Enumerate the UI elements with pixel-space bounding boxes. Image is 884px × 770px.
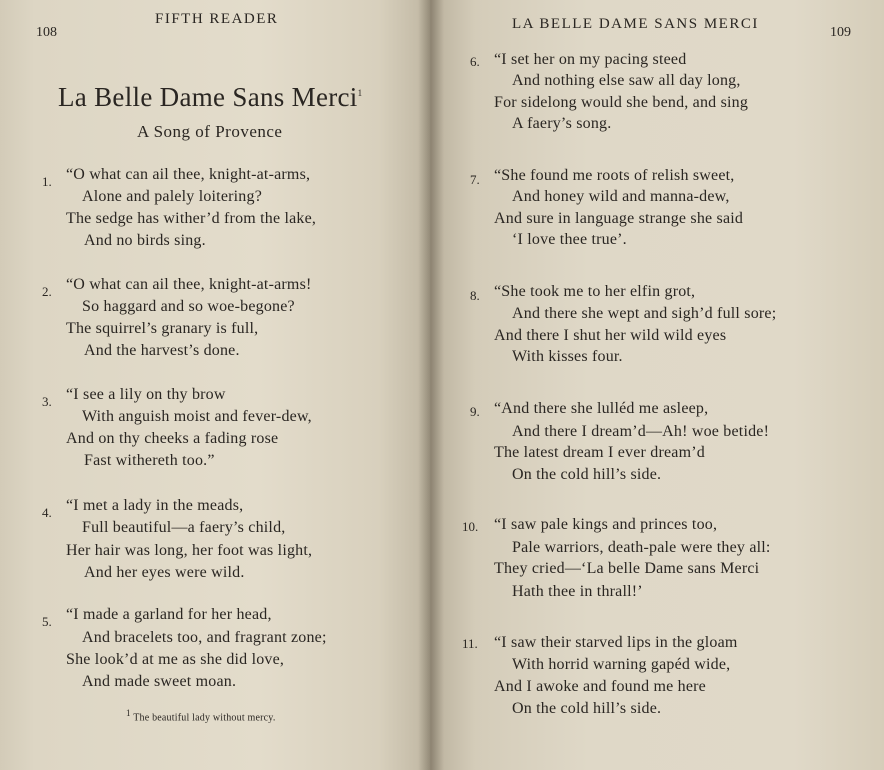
stanza-line: And honey wild and manna-dew, [512,188,730,205]
stanza-line: Full beautiful—a faery’s child, [82,519,286,536]
stanza-line: Pale warriors, death-pale were they all: [512,539,771,556]
poem-title [58,82,362,113]
stanza-line: Alone and palely loitering? [82,188,263,205]
left-running-head: FIFTH READER [155,11,279,27]
stanza-line: Her hair was long, her foot was light, [66,542,313,559]
stanza-line: “I saw pale kings and princes too, [494,516,718,533]
footnote-text: The beautiful lady without mercy. [133,712,276,724]
footnote [126,708,276,723]
stanza-line: And sure in language strange she said [494,210,744,227]
left-page-number: 108 [36,25,57,40]
stanza-line: On the cold hill’s side. [512,466,662,483]
stanza-line: The sedge has wither’d from the lake, [66,210,317,227]
stanza-line: And made sweet moan. [82,673,237,690]
stanza-number: 2. [42,284,52,299]
stanza-line: And there I dream’d—Ah! woe betide! [512,423,770,440]
stanza-line: “She found me roots of relish sweet, [494,167,735,184]
right-page-number: 109 [830,25,851,40]
stanza-number: 5. [42,614,52,629]
stanza-line: “I see a lily on thy brow [66,386,226,403]
stanza-line: “And there she lulléd me asleep, [494,400,709,417]
stanza-line: “O what can ail thee, knight-at-arms! [66,276,312,293]
stanza-line: “I set her on my pacing steed [494,51,687,68]
stanza-line: With kisses four. [512,348,623,365]
stanza-line: And on thy cheeks a fading rose [66,430,279,447]
stanza-line: And the harvest’s done. [84,342,240,359]
left-page [0,0,430,770]
stanza-number: 4. [42,505,52,520]
stanza-line: And I awoke and found me here [494,678,706,695]
stanza-number: 7. [470,172,480,187]
stanza-line: On the cold hill’s side. [512,700,662,717]
stanza-number: 9. [470,404,480,419]
stanza-line: “O what can ail thee, knight-at-arms, [66,166,311,183]
poem-subtitle: A Song of Provence [137,122,283,141]
stanza-number: 3. [42,394,52,409]
stanza-line: “She took me to her elfin grot, [494,283,696,300]
stanza-line: They cried—‘La belle Dame sans Merci [494,560,760,577]
stanza-line: “I met a lady in the meads, [66,497,244,514]
stanza-line: Hath thee in thrall!’ [512,583,643,600]
stanza-line: With anguish moist and fever-dew, [82,408,312,425]
title-footnote-mark: 1 [357,88,363,98]
stanza-line: And bracelets too, and fragrant zone; [82,629,327,646]
stanza-number: 1. [42,174,52,189]
footnote-mark: 1 [126,708,131,718]
stanza-line: So haggard and so woe-begone? [82,298,295,315]
poem-title-text: La Belle Dame Sans Merci [58,82,358,112]
book-gutter [418,0,444,770]
stanza-line: And her eyes were wild. [84,564,245,581]
stanza-line: A faery’s song. [512,115,612,132]
stanza-line: Fast withereth too.” [84,452,215,469]
stanza-line: With horrid warning gapéd wide, [512,656,731,673]
stanza-line: And there I shut her wild wild eyes [494,327,727,344]
right-page [430,0,884,770]
stanza-line: The squirrel’s granary is full, [66,320,259,337]
stanza-line: And there she wept and sigh’d full sore; [512,305,777,322]
right-running-head: LA BELLE DAME SANS MERCI [512,16,759,32]
stanza-line: ‘I love thee true’. [512,231,627,248]
stanza-line: And nothing else saw all day long, [512,72,741,89]
stanza-line: And no birds sing. [84,232,206,249]
stanza-number: 8. [470,288,480,303]
stanza-number: 6. [470,54,480,69]
stanza-number: 10. [462,519,479,534]
stanza-line: “I saw their starved lips in the gloam [494,634,738,651]
stanza-line: For sidelong would she bend, and sing [494,94,749,111]
stanza-number: 11. [462,636,478,651]
stanza-line: She look’d at me as she did love, [66,651,285,668]
stanza-line: The latest dream I ever dream’d [494,444,705,461]
stanza-line: “I made a garland for her head, [66,606,272,623]
